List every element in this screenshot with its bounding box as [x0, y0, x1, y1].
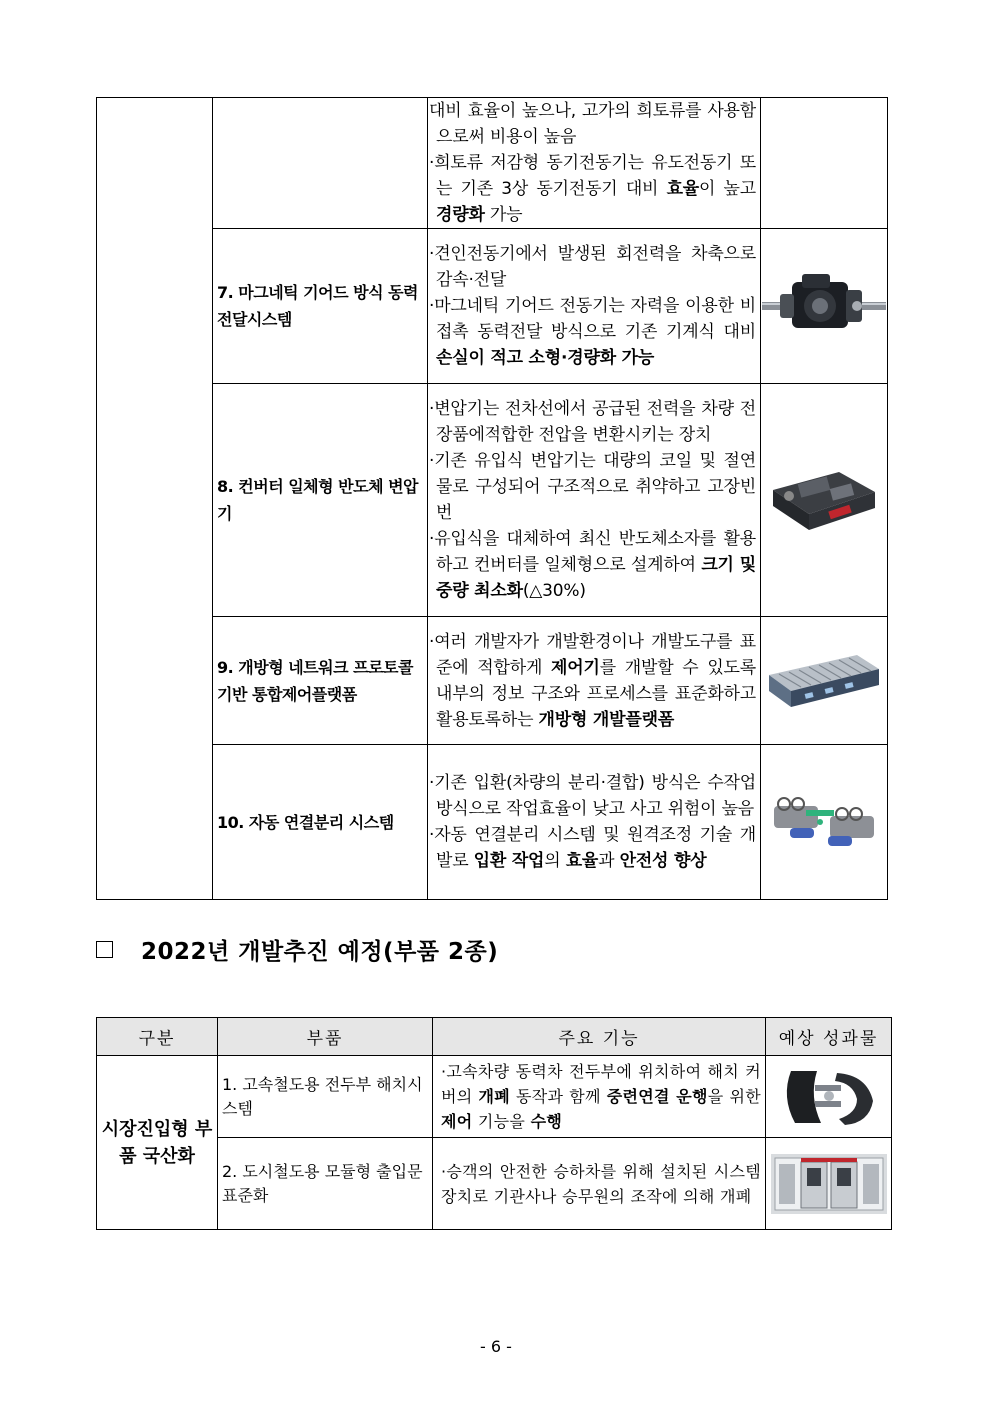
part-name-cell: 2. 도시철도용 모듈형 출입문 표준화: [218, 1138, 433, 1230]
page-number: - 6 -: [480, 1337, 512, 1356]
table-row: [97, 745, 888, 900]
control-platform-image: [761, 617, 888, 745]
description-cell: [428, 745, 761, 900]
description-cell: ·승객의 안전한 승하차를 위해 설치된 시스템 장치로 기관사나 승무원의 조작에 의해 개폐: [433, 1138, 766, 1230]
description-cell: ·고속차량 동력차 전두부에 위치하여 해치 커버의 개폐 동작과 함께 중련연결 운행을 위한 제어 기능을 수행: [433, 1056, 766, 1138]
category-cell: 시장진입형 부품 국산화: [97, 1056, 218, 1230]
section-heading: [96, 933, 498, 966]
part-name-cell: 7. 마그네틱 기어드 방식 동력전달시스템: [213, 229, 428, 384]
description-cell: [428, 617, 761, 745]
parts-table-continued: [96, 97, 888, 900]
desc-line: ·유입식을 대체하여 최신 반도체소자를 활용하고 컨버터를 일체형으로 설계하여 크기 및 중량 최소화(△30%): [429, 529, 756, 601]
part-name-cell: 8. 컨버터 일체형 반도체 변압기: [213, 384, 428, 617]
gear-drive-unit-image: [761, 229, 888, 384]
table-row: [97, 1056, 892, 1138]
desc-line: ·기존 입환(차량의 분리·결합) 방식은 수작업 방식으로 작업효율이 낮고 사고 위험이 높음: [429, 773, 756, 819]
desc-line: ·견인전동기에서 발생된 회전력을 차축으로 감속·전달: [429, 244, 756, 290]
desc-line: ·마그네틱 기어드 전동기는 자력을 이용한 비접촉 동력전달 방식으로 기존 기계식 대비 손실이 적고 소형·경량화 가능: [429, 296, 756, 368]
checkbox-square-icon: [96, 941, 113, 958]
hatch-system-image: [766, 1056, 892, 1138]
coupler-system-image: [761, 745, 888, 900]
plan-2022-table: [96, 1017, 892, 1230]
desc-line: ·여러 개발자가 개발환경이나 개발도구를 표준에 적합하게 제어기를 개발할 수 있도록 내부의 정보 구조와 프로세스를 표준화하고 활용토록하는 개방형 개발플랫폼: [429, 631, 756, 730]
table-row: [97, 98, 888, 229]
heading-text: 2022년 개발추진 예정(부품 2종): [141, 939, 499, 965]
header-category: 구분: [97, 1018, 218, 1056]
desc-line: ·자동 연결분리 시스템 및 원격조정 기술 개발로 입환 작업의 효율과 안전성 향상: [429, 825, 756, 871]
description-cell: [428, 384, 761, 617]
transformer-module-image: [761, 384, 888, 617]
header-function: 주요 기능: [433, 1018, 766, 1056]
table-row: [97, 229, 888, 384]
part-name-cell: 9. 개방형 네트워크 프로토콜 기반 통합제어플랫폼: [213, 617, 428, 745]
desc-line: 대비 효율이 높으나, 고가의 희토류를 사용함으로써 비용이 높음: [429, 101, 756, 147]
category-cell-empty: [97, 98, 213, 900]
desc-line: ·기존 유입식 변압기는 대량의 코일 및 절연물로 구성되어 구조적으로 취약하고 고장빈번: [429, 451, 756, 523]
part-name-cell: 1. 고속철도용 전두부 해치시스템: [218, 1056, 433, 1138]
part-name-cell: 10. 자동 연결분리 시스템: [213, 745, 428, 900]
header-result: 예상 성과물: [766, 1018, 892, 1056]
door-system-image: [766, 1138, 892, 1230]
description-cell: [428, 229, 761, 384]
table-row: [97, 384, 888, 617]
desc-line: ·희토류 저감형 동기전동기는 유도전동기 또는 기존 3상 동기전동기 대비 효율이 높고 경량화 가능: [429, 153, 756, 225]
result-image-cell: [761, 98, 888, 229]
table-row: [97, 617, 888, 745]
part-name-cell: [213, 98, 428, 229]
desc-line: ·변압기는 전차선에서 공급된 전력을 차량 전장품에적합한 전압을 변환시키는 장치: [429, 399, 756, 445]
header-part: 부품: [218, 1018, 433, 1056]
description-cell: [428, 98, 761, 229]
header-row: [97, 1018, 892, 1056]
